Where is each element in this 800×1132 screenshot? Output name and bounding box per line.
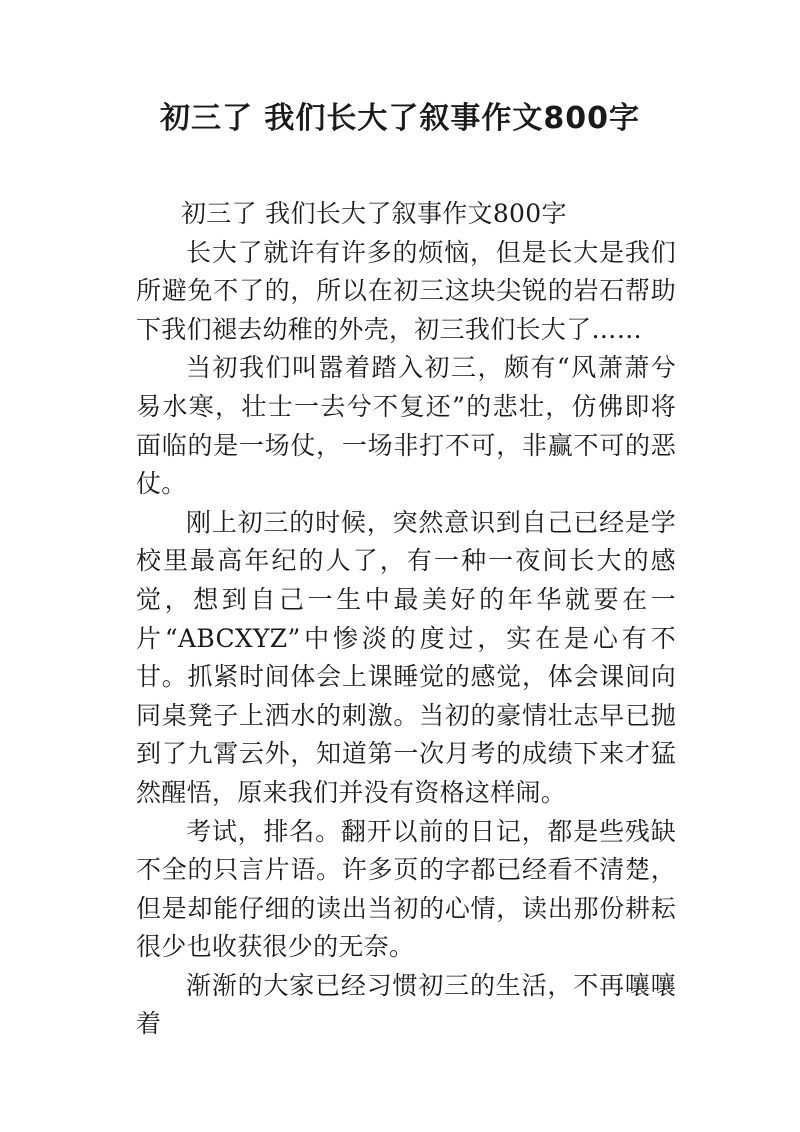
paragraph-5: 渐渐的大家已经习惯初三的生活，不再嚷嚷着 — [136, 970, 676, 1039]
article-subtitle: 初三了 我们长大了叙事作文800字 — [181, 199, 567, 228]
document-title: 初三了 我们长大了叙事作文800字 — [159, 101, 641, 136]
paragraph-2: 当初我们叫嚣着踏入初三，颇有“风萧萧兮易水寒，壮士一去兮不复还”的悲壮，仿佛即将面临的是一场仗，一场非打不可，非赢不可的恶仗。 — [136, 353, 676, 499]
paragraph-1: 长大了就许有许多的烦恼，但是长大是我们所避免不了的，所以在初三这块尖锐的岩石帮助下我们褪去幼稚的外壳，初三我们长大了…… — [136, 237, 676, 344]
document-body — [136, 195, 676, 1044]
paragraph-3: 刚上初三的时候，突然意识到自己已经是学校里最高年纪的人了，有一种一夜间长大的感觉，想到自己一生中最美好的年华就要在一片“ABCXYZ”中惨淡的度过，实在是心有不甘。抓紧时间体会上课睡觉的感觉，体会课间向同桌凳子上洒水的刺激。当初的豪情壮志早已抛到了九霄云外，知道第一次月考的成绩下来才猛然醒悟，原来我们并没有资格这样闹。 — [136, 507, 676, 807]
paragraph-4: 考试，排名。翻开以前的日记，都是些残缺不全的只言片语。许多页的字都已经看不清楚，但是却能仔细的读出当初的心情，读出那份耕耘很少也收获很少的无奈。 — [136, 816, 676, 962]
